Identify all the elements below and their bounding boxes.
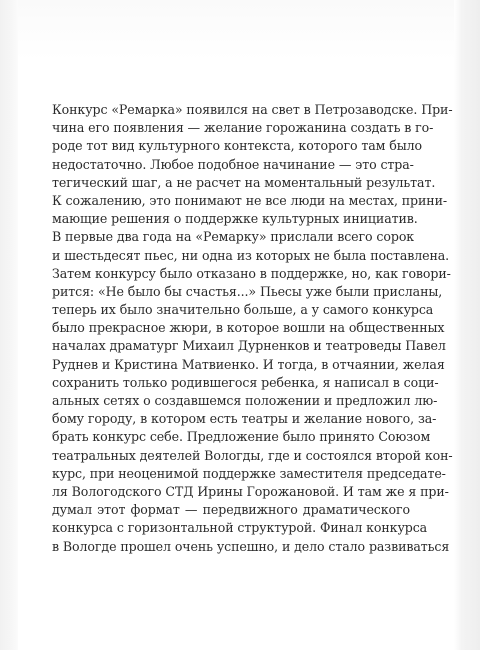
text-line: театральных деятелей Вологды, где и состоялся второй кон- [52,447,453,463]
page-shadow-left [0,0,18,650]
text-line: ля Вологодского СТД Ирины Горожановой. И там же я при- [52,483,449,499]
text-line: рится: «Не было бы счастья...» Пьесы уже были присланы, [52,283,443,299]
page-shadow-top [18,0,454,60]
text-line: бому городу, в котором есть театры и желание нового, за- [52,411,437,427]
text-line: тегический шаг, а не расчет на моментальный результат. [52,174,436,190]
text-line: Конкурс «Ремарка» появился на свет в Петрозаводске. При- [52,102,453,117]
text-line: недостаточно. Любое подобное начинание — это стра- [52,156,414,172]
text-line: началах драматург Михаил Дурненков и театроведы Павел [52,338,446,354]
text-line: и шестьдесят пьес, ни одна из которых не была поставлена. [52,247,450,263]
text-line: сохранить только родившегося ребенка, я написал в соци- [52,374,439,390]
text-line: чина его появления — желание горожанина создать в го- [52,120,434,136]
text-line: в Вологде прошел очень успешно, и дело стало развиваться [52,538,450,554]
text-line: мающие решения о поддержке культурных инициатив. [52,211,418,227]
text-line: было прекрасное жюри, в которое вошли на общественных [52,320,445,336]
page-shadow-right [454,0,480,650]
text-line: альных сетях о создавшемся положении и предложил лю- [52,393,438,408]
text-line: Затем конкурсу было отказано в поддержке, но, как говори- [52,265,451,281]
text-line: конкурса с горизонтальной структурой. Финал конкурса [52,520,428,536]
text-line: курс, при неоценимой поддержке заместителя председате- [52,465,446,481]
text-line: роде тот вид культурного контекста, которого там было [52,138,423,154]
book-page-text [52,101,453,556]
text-line: К сожалению, это понимают не все люди на местах, прини- [52,192,448,208]
text-line: В первые два года на «Ремарку» прислали всего сорок [52,229,415,245]
text-line: брать конкурс себе. Предложение было принято Союзом [52,429,431,445]
text-line: думал этот формат — передвижного драматического [52,502,410,518]
text-line: теперь их было значительно больше, а у самого конкурса [52,302,434,318]
text-line: Руднев и Кристина Матвиенко. И тогда, в отчаянии, желая [52,356,445,372]
